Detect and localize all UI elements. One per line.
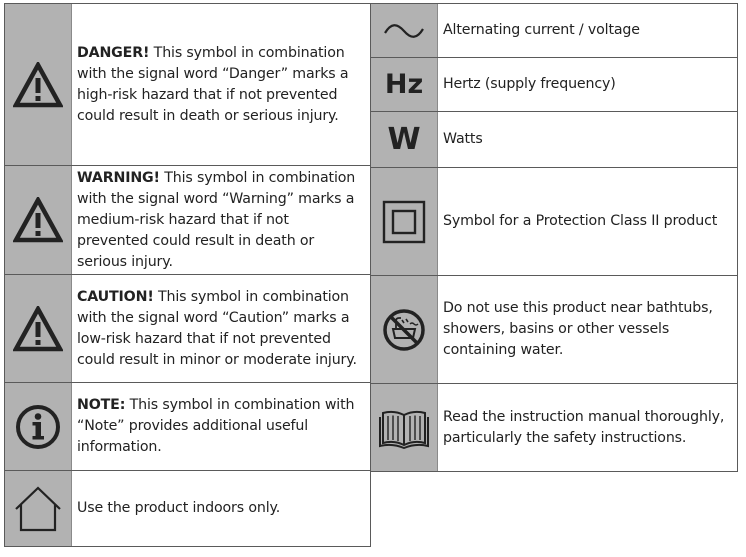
text-cell — [72, 471, 370, 546]
alternating-current-icon — [382, 21, 426, 41]
danger-description: This symbol in combination with the signal word “Danger” marks a high-risk hazard that if not prevented could result in death or serious injury. — [77, 44, 349, 124]
text-cell — [72, 383, 370, 470]
table-row-instruction-manual — [371, 383, 738, 472]
text-cell — [438, 384, 737, 471]
text-cell — [72, 4, 370, 165]
text-cell — [438, 276, 737, 383]
symbol-cell — [5, 166, 72, 274]
signal-word-note: NOTE: — [77, 397, 126, 413]
signal-word-warning: WARNING! — [77, 169, 160, 186]
table-row-indoor-use — [4, 470, 371, 547]
text-cell — [72, 275, 370, 382]
table-row-no-water — [371, 275, 738, 383]
watts-symbol: W — [387, 122, 421, 157]
table-row-warning — [4, 165, 371, 274]
table-row-danger — [4, 3, 371, 165]
symbol-cell — [371, 384, 438, 471]
watts-description: Watts — [443, 131, 483, 147]
caution-description: This symbol in combination with the signal word “Caution” marks a low-risk hazard that if not prevented could result in minor or moderate injury. — [77, 288, 357, 368]
symbol-cell — [371, 4, 438, 57]
symbol-cell — [5, 4, 72, 165]
table-row-caution — [4, 274, 371, 382]
text-cell — [438, 112, 737, 167]
table-row-protection-class — [371, 167, 738, 275]
note-description: This symbol in combination with “Note” provides additional useful information. — [77, 397, 355, 455]
left-symbol-column — [4, 3, 371, 547]
table-row-hertz — [371, 57, 738, 111]
signal-word-danger: DANGER! — [77, 44, 150, 61]
no-water-description: Do not use this product near bathtubs, showers, basins or other vessels containing water. — [443, 300, 713, 358]
symbol-cell — [371, 168, 438, 275]
alternating-current-description: Alternating current / voltage — [443, 22, 640, 38]
info-circle-icon — [15, 404, 61, 450]
protection-class-ii-icon — [381, 199, 427, 245]
symbol-cell — [5, 275, 72, 382]
symbol-cell — [5, 383, 72, 470]
symbol-cell — [371, 112, 438, 167]
warning-triangle-icon — [13, 306, 63, 352]
hertz-symbol: Hz — [384, 69, 424, 100]
text-cell — [72, 166, 370, 274]
text-cell — [438, 58, 737, 111]
warning-triangle-icon — [13, 197, 63, 243]
warning-triangle-icon — [13, 62, 63, 108]
no-bathtub-icon — [381, 307, 427, 353]
table-row-watts — [371, 111, 738, 167]
table-row-note — [4, 382, 371, 470]
indoor-use-description: Use the product indoors only. — [77, 500, 281, 516]
house-icon — [11, 485, 65, 533]
instruction-manual-description: Read the instruction manual thoroughly, particularly the safety instructions. — [443, 408, 725, 446]
instruction-manual-icon — [378, 407, 430, 449]
symbol-cell — [5, 471, 72, 546]
text-cell — [438, 168, 737, 275]
right-symbol-column — [371, 3, 738, 472]
hertz-description: Hertz (supply frequency) — [443, 76, 616, 92]
symbol-cell — [371, 58, 438, 111]
table-row-alternating-current — [371, 3, 738, 57]
protection-class-description: Symbol for a Protection Class II product — [443, 213, 718, 229]
symbol-cell — [371, 276, 438, 383]
warning-description: This symbol in combination with the signal word “Warning” marks a medium-risk hazard that if not prevented could result in death or serious injury. — [77, 169, 356, 270]
signal-word-caution: CAUTION! — [77, 288, 154, 305]
text-cell — [438, 4, 737, 57]
